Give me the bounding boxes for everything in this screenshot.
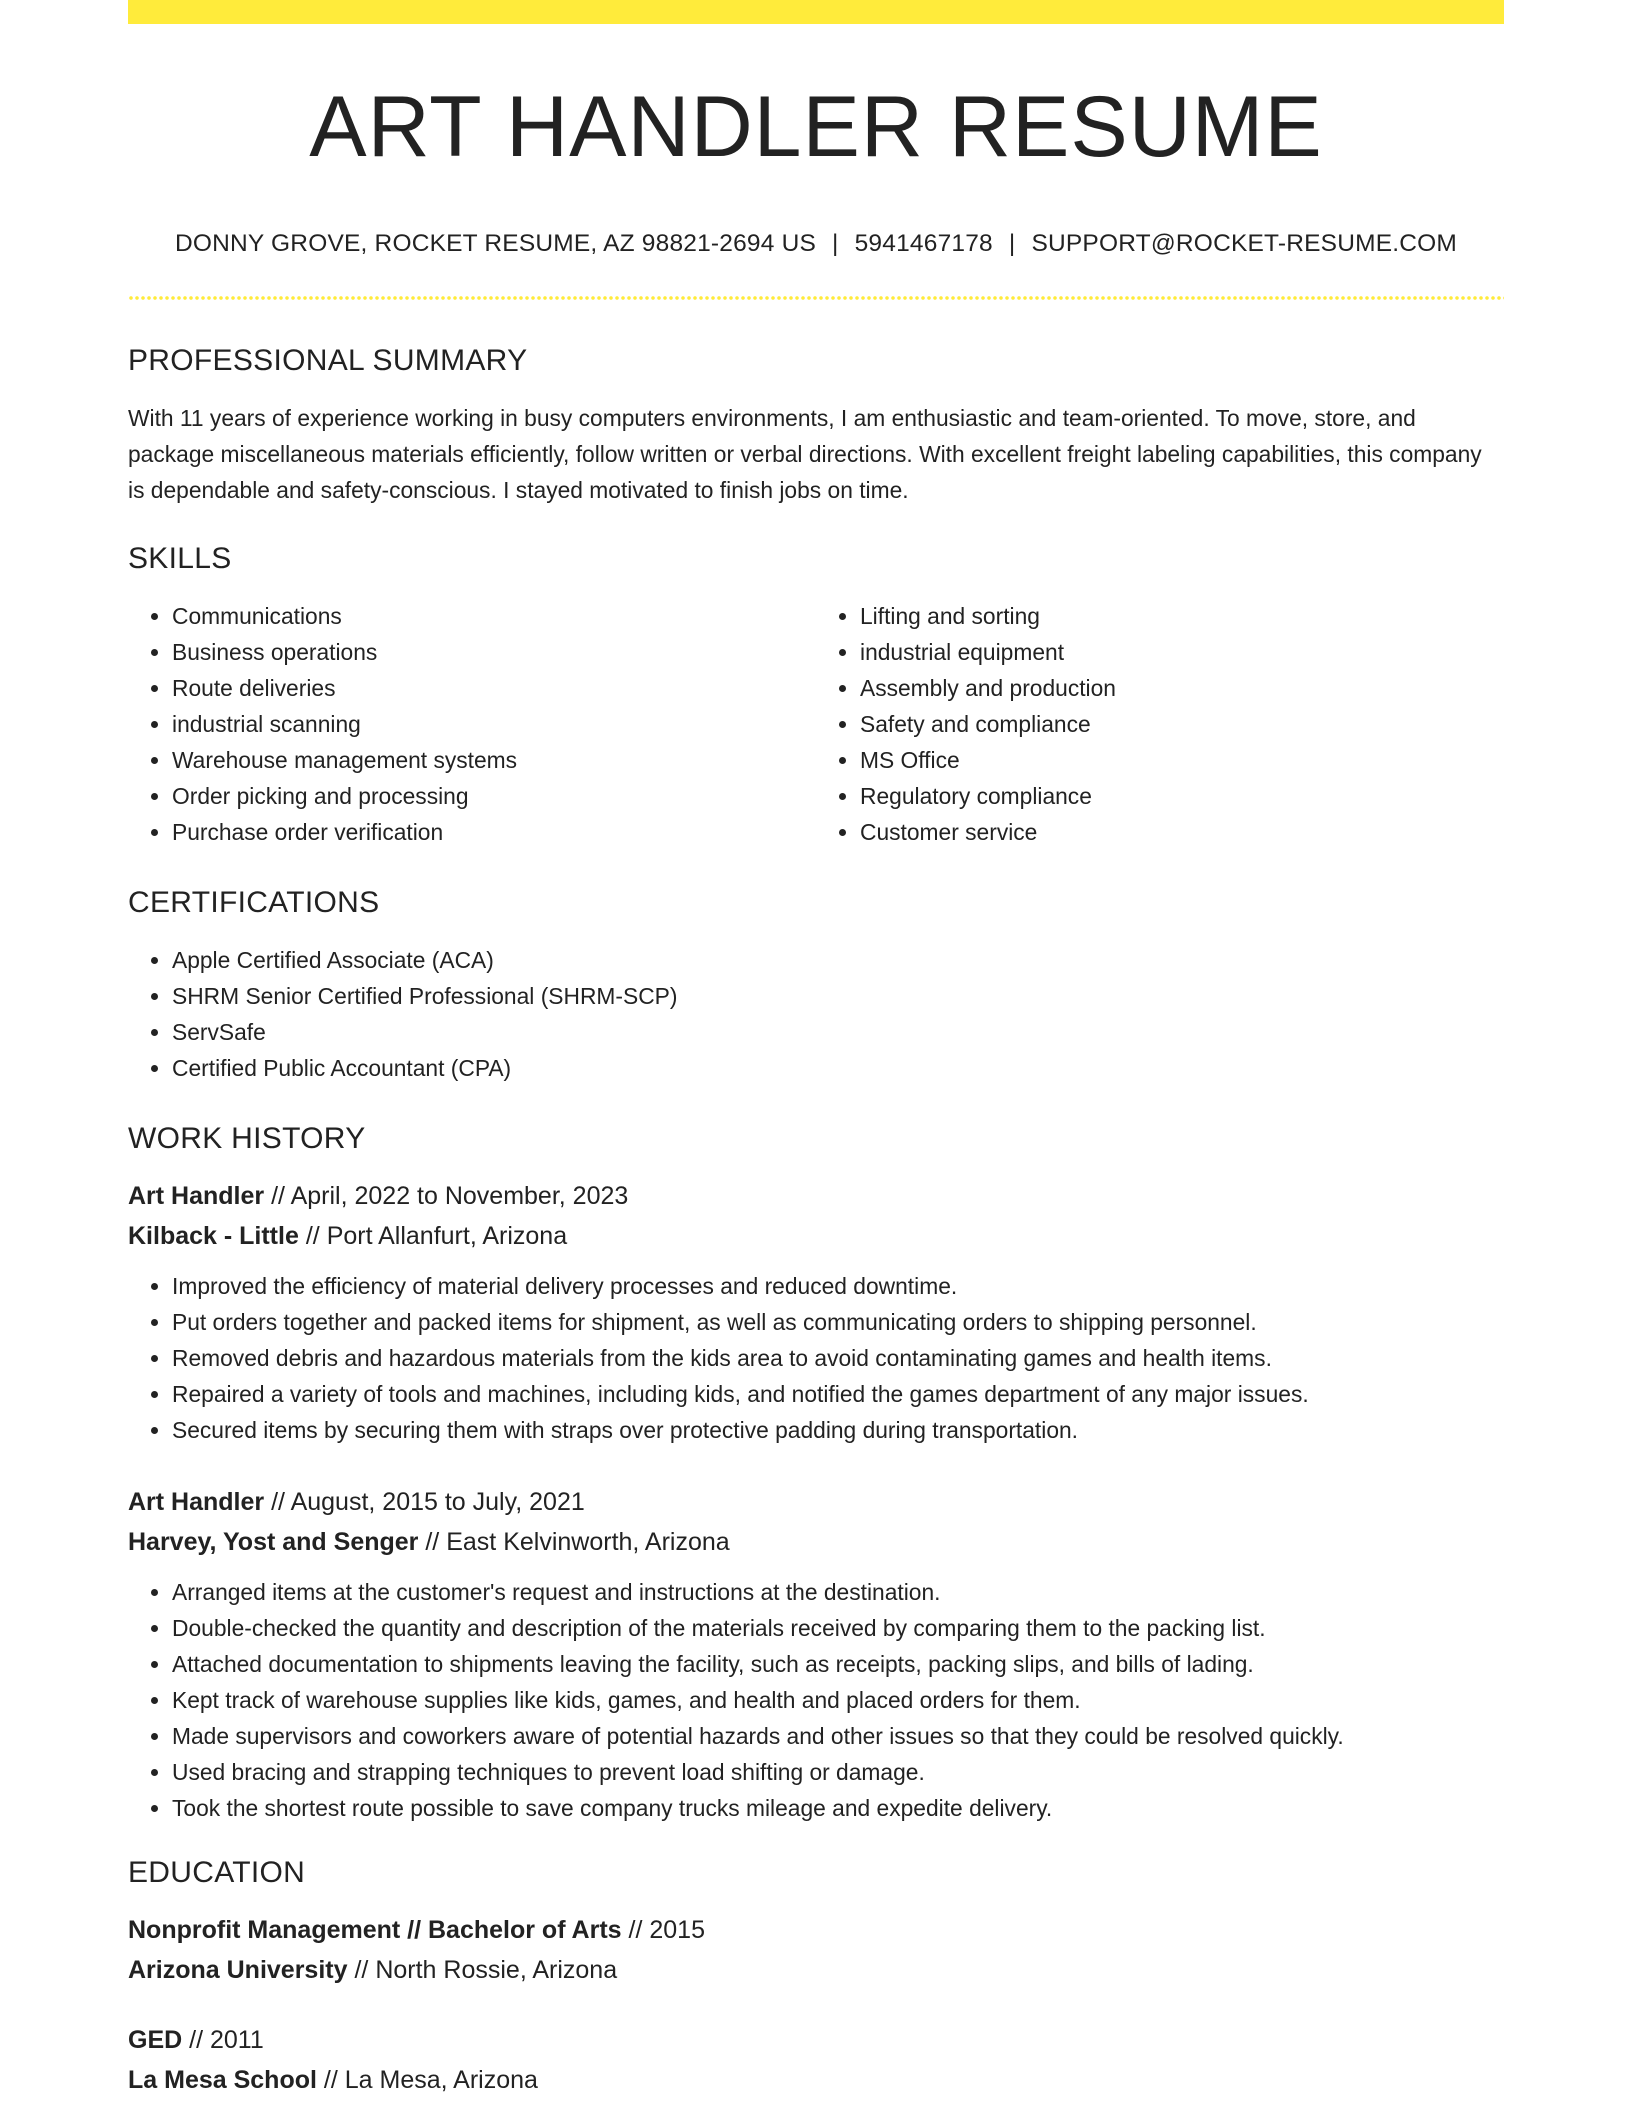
certifications-list [128, 942, 1504, 1086]
job-entry [128, 1176, 1504, 1448]
list-item: • Communications [172, 598, 816, 634]
section-heading: SKILLS [128, 542, 232, 576]
education-section [128, 1856, 1504, 2100]
list-item: • Attached documentation to shipments leaving the facility, such as receipts, packing slips, and bills of lading. [172, 1646, 1504, 1682]
list-item: • Repaired a variety of tools and machines, including kids, and notified the games department of any major issues. [172, 1376, 1504, 1412]
contact-line [128, 230, 1504, 258]
education-school-line [128, 2060, 1504, 2100]
job-location: East Kelvinworth, Arizona [446, 1528, 730, 1557]
separator: // [323, 2066, 338, 2095]
accent-top-bar [128, 0, 1504, 24]
education-school-line [128, 1950, 1504, 1990]
list-item: • Business operations [172, 634, 816, 670]
job-company-line [128, 1216, 1504, 1256]
job-dates: August, 2015 to July, 2021 [290, 1488, 585, 1517]
list-item: • Made supervisors and coworkers aware of potential hazards and other issues so that they could be resolved quickly. [172, 1718, 1504, 1754]
skills-columns [128, 598, 1504, 850]
separator: // [189, 2026, 204, 2055]
list-item: • industrial scanning [172, 706, 816, 742]
separator: // [271, 1488, 285, 1517]
job-company: Kilback - Little [128, 1222, 299, 1251]
list-item: • Order picking and processing [172, 778, 816, 814]
section-heading: WORK HISTORY [128, 1122, 366, 1156]
separator: // [354, 1956, 369, 1985]
section-heading: PROFESSIONAL SUMMARY [128, 344, 528, 378]
education-school: La Mesa School [128, 2066, 317, 2095]
education-location: North Rossie, Arizona [375, 1956, 618, 1985]
education-school: Arizona University [128, 1956, 348, 1985]
list-item: • Removed debris and hazardous materials from the kids area to avoid contaminating games and health items. [172, 1340, 1504, 1376]
summary-text: With 11 years of experience working in busy computers environments, I am enthusiastic and team-oriented. To move, store, and package miscellaneous materials efficiently, follow written or verbal directions. With excellent freight labeling capabilities, this company is dependable and safety-conscious. I stayed motivated to finish jobs on time. [128, 405, 1482, 504]
list-item: • Regulatory compliance [860, 778, 1504, 814]
summary-section [128, 344, 1504, 508]
separator: // [628, 1916, 643, 1945]
contact-email: SUPPORT@ROCKET-RESUME.COM [1031, 230, 1457, 258]
list-item: • Double-checked the quantity and description of the materials received by comparing them to the packing list. [172, 1610, 1504, 1646]
section-heading: CERTIFICATIONS [128, 886, 380, 920]
list-item: • MS Office [860, 742, 1504, 778]
job-company: Harvey, Yost and Senger [128, 1528, 419, 1557]
job-company-line [128, 1522, 1504, 1562]
contact-address: DONNY GROVE, ROCKET RESUME, AZ 98821-2694 US [175, 230, 817, 258]
job-entry [128, 1482, 1504, 1826]
list-item: • Used bracing and strapping techniques to prevent load shifting or damage. [172, 1754, 1504, 1790]
list-item: • Purchase order verification [172, 814, 816, 850]
section-heading: EDUCATION [128, 1856, 306, 1890]
separator: // [305, 1222, 320, 1251]
list-item: • Took the shortest route possible to save company trucks mileage and expedite delivery. [172, 1790, 1504, 1826]
list-item: • Customer service [860, 814, 1504, 850]
separator: // [425, 1528, 440, 1557]
work-history-section [128, 1122, 1504, 1826]
contact-separator: | [832, 230, 839, 258]
separator: // [271, 1182, 285, 1211]
education-year: 2015 [649, 1916, 705, 1945]
education-year: 2011 [210, 2026, 264, 2055]
list-item: • Safety and compliance [860, 706, 1504, 742]
list-item: • Secured items by securing them with straps over protective padding during transportation. [172, 1412, 1504, 1448]
job-location: Port Allanfurt, Arizona [326, 1222, 568, 1251]
list-item: • Kept track of warehouse supplies like kids, games, and health and placed orders for them. [172, 1682, 1504, 1718]
dotted-divider [128, 296, 1504, 300]
list-item: • Put orders together and packed items for shipment, as well as communicating orders to shipping personnel. [172, 1304, 1504, 1340]
list-item: • SHRM Senior Certified Professional (SHRM-SCP) [172, 978, 1504, 1014]
list-item: • Certified Public Accountant (CPA) [172, 1050, 1504, 1086]
education-entry [128, 2020, 1504, 2100]
contact-separator: | [1008, 230, 1016, 258]
education-location: La Mesa, Arizona [344, 2066, 538, 2095]
list-item: • Lifting and sorting [860, 598, 1504, 634]
list-item: • Warehouse management systems [172, 742, 816, 778]
list-item: • ServSafe [172, 1014, 1504, 1050]
list-item: • Apple Certified Associate (ACA) [172, 942, 1504, 978]
job-title: Art Handler [128, 1488, 265, 1517]
skills-right-list [816, 598, 1504, 850]
list-item: • industrial equipment [860, 634, 1504, 670]
resume-page [128, 0, 1504, 2100]
skills-section [128, 542, 1504, 850]
education-degree-line [128, 2020, 1504, 2060]
job-title-line [128, 1176, 1504, 1216]
skills-left-list [128, 598, 816, 850]
resume-title: ART HANDLER RESUME [309, 79, 1323, 175]
education-degree-line [128, 1910, 1504, 1950]
education-entry [128, 1910, 1504, 1990]
education-degree: GED [128, 2026, 183, 2055]
job-bullets [128, 1574, 1504, 1826]
list-item: • Improved the efficiency of material delivery processes and reduced downtime. [172, 1268, 1504, 1304]
education-degree: Nonprofit Management // Bachelor of Arts [128, 1916, 622, 1945]
job-title: Art Handler [128, 1182, 265, 1211]
list-item: • Arranged items at the customer's request and instructions at the destination. [172, 1574, 1504, 1610]
list-item: • Assembly and production [860, 670, 1504, 706]
certifications-section [128, 886, 1504, 1086]
job-dates: April, 2022 to November, 2023 [290, 1182, 629, 1211]
contact-phone: 5941467178 [854, 230, 993, 258]
list-item: • Route deliveries [172, 670, 816, 706]
job-title-line [128, 1482, 1504, 1522]
job-bullets [128, 1268, 1504, 1448]
